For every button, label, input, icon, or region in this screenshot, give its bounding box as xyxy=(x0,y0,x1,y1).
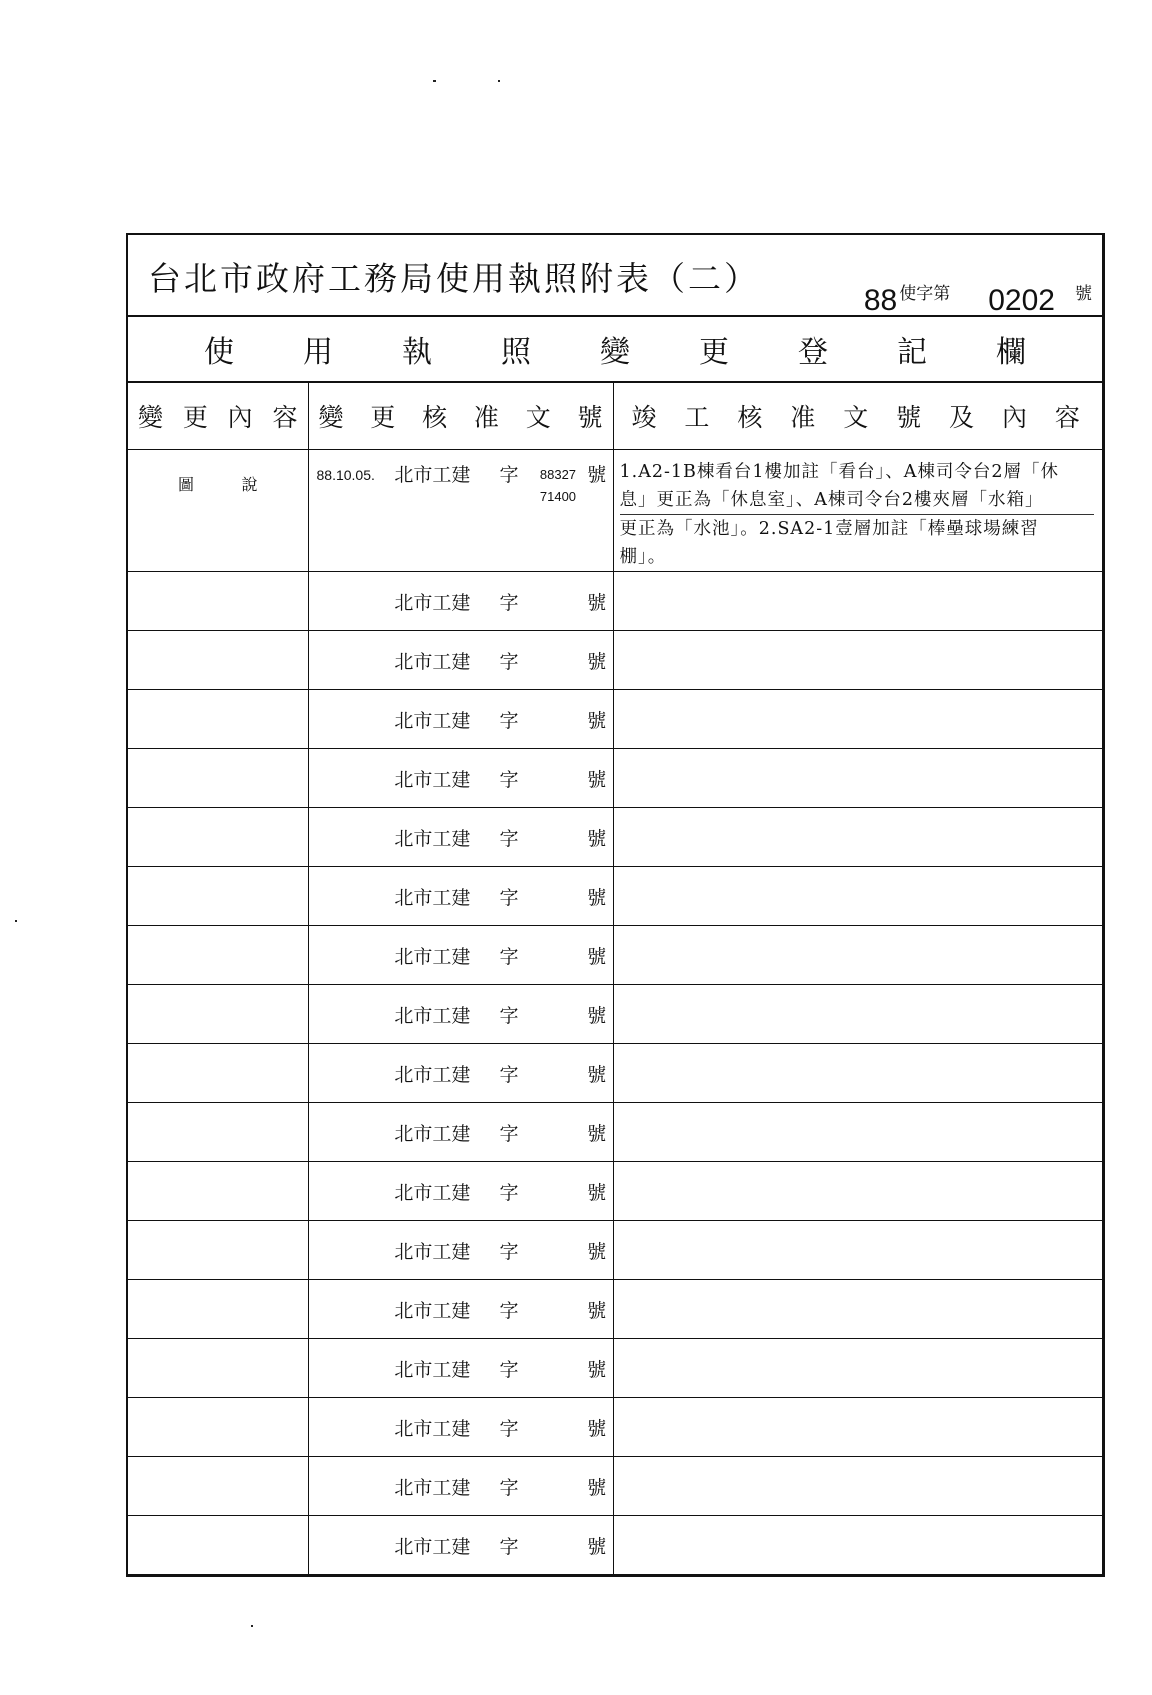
approval-cell xyxy=(308,1162,613,1221)
zi-char: 字 xyxy=(499,650,519,673)
description-cell xyxy=(613,1044,1102,1103)
hao-char: 號 xyxy=(587,768,607,791)
zi-char: 字 xyxy=(499,827,519,850)
hao-char: 號 xyxy=(587,1122,607,1145)
table-row xyxy=(128,1044,1102,1103)
table-row xyxy=(128,1103,1102,1162)
table-row xyxy=(128,1280,1102,1339)
zi-char: 字 xyxy=(499,1476,519,1499)
header-char: 更 xyxy=(370,403,396,432)
header-char: 容 xyxy=(1054,403,1080,432)
header-char: 准 xyxy=(473,403,499,432)
office-prefix: 北市工建 xyxy=(394,1181,471,1204)
hao-char: 號 xyxy=(587,591,607,614)
category-cell xyxy=(128,1103,308,1162)
approval-cell xyxy=(308,1516,613,1575)
hao-char: 號 xyxy=(587,1299,607,1322)
zi-char: 字 xyxy=(499,1240,519,1263)
category-cell xyxy=(128,1457,308,1516)
description-cell xyxy=(613,1162,1102,1221)
office-prefix: 北市工建 xyxy=(394,1417,471,1440)
header-char: 及 xyxy=(949,403,975,432)
hao-char: 號 xyxy=(587,650,607,673)
description-cell xyxy=(613,926,1102,985)
header-char: 號 xyxy=(896,403,922,432)
description-line: 棚」。 xyxy=(619,547,667,567)
approval-cell xyxy=(308,450,613,572)
category-cell xyxy=(128,1339,308,1398)
table-row xyxy=(128,926,1102,985)
header-char: 文 xyxy=(843,403,869,432)
approval-cell xyxy=(308,1221,613,1280)
office-prefix: 北市工建 xyxy=(394,886,471,909)
table-row xyxy=(128,985,1102,1044)
table-row xyxy=(128,808,1102,867)
category-cell xyxy=(128,808,308,867)
approval-date: 88.10.05. xyxy=(316,467,375,483)
category-cell xyxy=(128,1044,308,1103)
description-cell xyxy=(613,450,1102,572)
office-prefix: 北市工建 xyxy=(394,1535,471,1558)
description-line: 1.A2-1B棟看台1樓加註「看台」、A棟司令台2層「休 xyxy=(619,462,1060,482)
table-row xyxy=(128,1162,1102,1221)
description-cell xyxy=(613,1516,1102,1575)
approval-cell xyxy=(308,1398,613,1457)
table-row xyxy=(128,749,1102,808)
scan-speck xyxy=(15,920,17,922)
approval-cell xyxy=(308,631,613,690)
category-cell xyxy=(128,1516,308,1575)
office-prefix: 北市工建 xyxy=(394,464,471,486)
zi-char: 字 xyxy=(499,945,519,968)
description-cell xyxy=(613,631,1102,690)
permit-year: 88 xyxy=(863,284,898,317)
approval-cell xyxy=(308,808,613,867)
permit-number: 0202 xyxy=(988,284,1055,317)
zi-char: 字 xyxy=(499,768,519,791)
description-cell xyxy=(613,749,1102,808)
scan-speck xyxy=(498,80,500,82)
header-char: 內 xyxy=(227,403,253,432)
scan-speck xyxy=(433,80,436,82)
hao-char: 號 xyxy=(587,1535,607,1558)
header-char: 核 xyxy=(422,403,448,432)
form-title: 台北市政府工務局使用執照附表（二） xyxy=(148,259,760,298)
hao-char: 號 xyxy=(587,1358,607,1381)
description-cell xyxy=(613,1457,1102,1516)
header-char: 變 xyxy=(138,403,164,432)
zi-char: 字 xyxy=(499,1122,519,1145)
header-char: 竣 xyxy=(631,403,657,432)
hao-char: 號 xyxy=(587,464,607,486)
approval-cell xyxy=(308,985,613,1044)
table-row xyxy=(128,690,1102,749)
header-char: 容 xyxy=(272,403,298,432)
scan-speck xyxy=(251,1625,253,1627)
header-char: 准 xyxy=(790,403,816,432)
category-cell xyxy=(128,572,308,631)
header-char: 內 xyxy=(1001,403,1027,432)
zi-char: 字 xyxy=(499,886,519,909)
header-char: 更 xyxy=(182,403,208,432)
zi-char: 字 xyxy=(499,1063,519,1086)
permit-number-block xyxy=(864,279,1092,318)
header-char: 核 xyxy=(737,403,763,432)
category-cell xyxy=(128,867,308,926)
table-row xyxy=(128,1398,1102,1457)
description-cell xyxy=(613,867,1102,926)
office-prefix: 北市工建 xyxy=(394,827,471,850)
category-cell xyxy=(128,1221,308,1280)
zi-char: 字 xyxy=(499,1181,519,1204)
approval-cell xyxy=(308,1280,613,1339)
table-row xyxy=(128,867,1102,926)
approval-cell xyxy=(308,926,613,985)
zi-char: 字 xyxy=(499,1358,519,1381)
permit-suffix: 號 xyxy=(1075,284,1092,304)
category-cell xyxy=(128,1162,308,1221)
table-row xyxy=(128,1221,1102,1280)
description-cell xyxy=(613,1339,1102,1398)
office-prefix: 北市工建 xyxy=(394,650,471,673)
table-row xyxy=(128,572,1102,631)
description-cell xyxy=(613,572,1102,631)
section-banner xyxy=(128,317,1102,383)
description-cell xyxy=(613,985,1102,1044)
office-prefix: 北市工建 xyxy=(394,1299,471,1322)
office-prefix: 北市工建 xyxy=(394,1476,471,1499)
office-prefix: 北市工建 xyxy=(394,1240,471,1263)
description-cell xyxy=(613,1103,1102,1162)
zi-char: 字 xyxy=(499,1535,519,1558)
approval-cell xyxy=(308,1457,613,1516)
office-prefix: 北市工建 xyxy=(394,591,471,614)
banner-text: 使用執照變更登記欄 xyxy=(204,335,1095,370)
table-row xyxy=(128,1516,1102,1575)
hao-char: 號 xyxy=(587,1417,607,1440)
category-cell xyxy=(128,1398,308,1457)
zi-char: 字 xyxy=(499,464,519,486)
description-line: 息」更正為「休息室」、A棟司令台2樓夾層「水箱」 xyxy=(620,486,1095,515)
header-approval-doc xyxy=(308,383,613,450)
hao-char: 號 xyxy=(587,1181,607,1204)
permit-type: 使字第 xyxy=(899,284,951,304)
zi-char: 字 xyxy=(499,709,519,732)
description-cell xyxy=(613,1221,1102,1280)
category-char: 圖 xyxy=(178,475,195,494)
category-cell xyxy=(128,926,308,985)
description-cell xyxy=(613,690,1102,749)
office-prefix: 北市工建 xyxy=(394,1063,471,1086)
header-completion-doc xyxy=(613,383,1102,450)
office-prefix: 北市工建 xyxy=(394,768,471,791)
office-prefix: 北市工建 xyxy=(394,709,471,732)
table-row xyxy=(128,1339,1102,1398)
change-registry-table xyxy=(128,383,1102,1574)
zi-char: 字 xyxy=(499,1417,519,1440)
category-char: 說 xyxy=(241,475,258,494)
category-cell xyxy=(128,749,308,808)
zi-char: 字 xyxy=(499,1004,519,1027)
office-prefix: 北市工建 xyxy=(394,1004,471,1027)
hao-char: 號 xyxy=(587,1063,607,1086)
category-cell xyxy=(128,631,308,690)
hao-char: 號 xyxy=(587,1476,607,1499)
doc-number-line: 71400 xyxy=(539,489,577,504)
table-row xyxy=(128,1457,1102,1516)
description-line: 更正為「水池」。2.SA2-1壹層加註「棒壘球場練習 xyxy=(619,519,1039,539)
category-cell xyxy=(128,450,308,572)
approval-cell xyxy=(308,867,613,926)
header-char: 變 xyxy=(318,403,344,432)
header-char: 文 xyxy=(525,403,551,432)
license-appendix-form xyxy=(126,233,1105,1577)
approval-cell xyxy=(308,1044,613,1103)
approval-cell xyxy=(308,749,613,808)
hao-char: 號 xyxy=(587,945,607,968)
description-cell xyxy=(613,808,1102,867)
description-cell xyxy=(613,1398,1102,1457)
doc-number-line: 88327 xyxy=(539,467,577,482)
approval-cell xyxy=(308,572,613,631)
hao-char: 號 xyxy=(587,709,607,732)
hao-char: 號 xyxy=(587,886,607,909)
hao-char: 號 xyxy=(587,1240,607,1263)
approval-cell xyxy=(308,690,613,749)
table-row xyxy=(128,450,1102,572)
hao-char: 號 xyxy=(587,827,607,850)
approval-cell xyxy=(308,1103,613,1162)
table-row xyxy=(128,631,1102,690)
zi-char: 字 xyxy=(499,1299,519,1322)
office-prefix: 北市工建 xyxy=(394,1122,471,1145)
zi-char: 字 xyxy=(499,591,519,614)
office-prefix: 北市工建 xyxy=(394,945,471,968)
description-cell xyxy=(613,1280,1102,1339)
approval-cell xyxy=(308,1339,613,1398)
office-prefix: 北市工建 xyxy=(394,1358,471,1381)
category-cell xyxy=(128,985,308,1044)
table-header-row xyxy=(128,383,1102,450)
category-cell xyxy=(128,1280,308,1339)
header-change-content xyxy=(128,383,308,450)
approval-doc-number xyxy=(529,464,587,508)
header-char: 工 xyxy=(684,403,710,432)
header-char: 號 xyxy=(577,403,603,432)
hao-char: 號 xyxy=(587,1004,607,1027)
title-row xyxy=(128,235,1102,317)
category-cell xyxy=(128,690,308,749)
